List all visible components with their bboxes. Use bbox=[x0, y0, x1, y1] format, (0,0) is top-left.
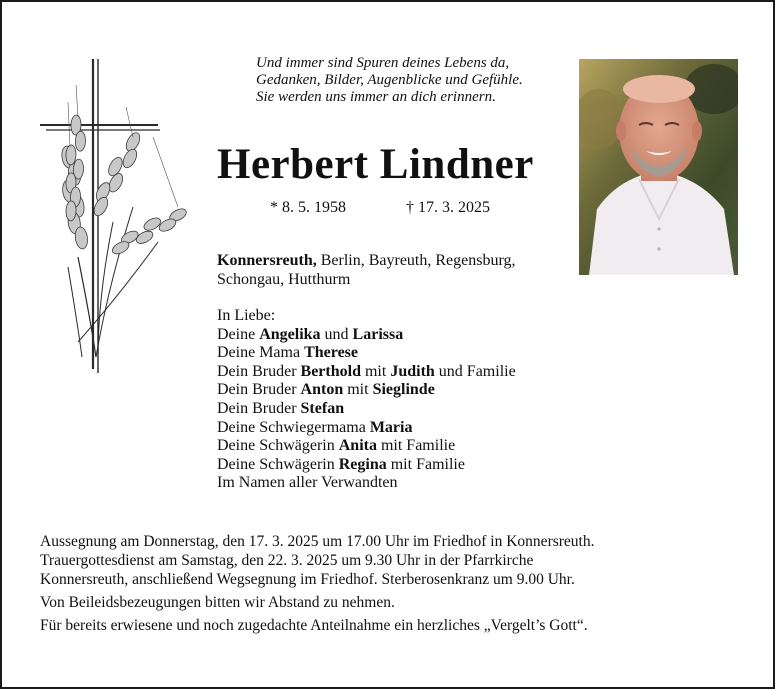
mourner-text: Deine Schwiegermama bbox=[217, 418, 370, 436]
mourner-text: und bbox=[320, 325, 353, 343]
mourner-name: Berthold bbox=[300, 362, 361, 380]
mourner-row bbox=[217, 419, 577, 438]
mourner-text: mit bbox=[343, 381, 373, 399]
memorial-poem bbox=[256, 55, 576, 106]
mourner-name: Anton bbox=[300, 381, 344, 399]
mourner-text: Dein Bruder bbox=[217, 381, 301, 399]
mourner-text: Deine Schwägerin bbox=[217, 455, 339, 473]
mourner-name: Anita bbox=[338, 437, 377, 455]
mourner-row bbox=[217, 344, 577, 363]
mourner-row bbox=[217, 437, 577, 456]
birth-date: * 8. 5. 1958 bbox=[270, 199, 346, 216]
mourner-text: Dein Bruder bbox=[217, 362, 301, 380]
condolences-note: Von Beileidsbezeugungen bitten wir Abstand zu nehmen. bbox=[40, 594, 395, 611]
poem-line: Und immer sind Spuren deines Lebens da, bbox=[256, 55, 510, 71]
mourner-name: Sieglinde bbox=[372, 381, 435, 399]
info-line: Trauergottesdienst am Samstag, den 22. 3. 2025 um 9.30 Uhr in der Pfarrkirche bbox=[40, 552, 534, 569]
mourner-name: Larissa bbox=[352, 325, 404, 343]
mourner-text: und Familie bbox=[434, 362, 516, 380]
mourner-row bbox=[217, 400, 577, 419]
mourner-text: Im Namen aller Verwandten bbox=[217, 474, 398, 492]
mourner-text: Deine Mama bbox=[217, 344, 305, 362]
mourner-text: mit bbox=[360, 362, 391, 380]
info-line: Aussegnung am Donnerstag, den 17. 3. 2025 um 17.00 Uhr im Friedhof in Konnersreuth. bbox=[40, 533, 595, 550]
mourner-name: Maria bbox=[369, 418, 413, 436]
portrait-photo bbox=[579, 59, 738, 275]
mourner-name: Stefan bbox=[300, 399, 345, 417]
mourner-name: Therese bbox=[304, 344, 358, 362]
mourner-row bbox=[217, 363, 577, 382]
mourner-text: Deine Schwägerin bbox=[217, 437, 339, 455]
mourner-row bbox=[217, 381, 577, 400]
main-place: Konnersreuth, bbox=[217, 252, 317, 269]
mourner-text: Deine bbox=[217, 325, 260, 343]
mourner-row bbox=[217, 456, 577, 475]
info-line: Konnersreuth, anschließend Wegsegnung im Friedhof. Sterberosenkranz um 9.00 Uhr. bbox=[40, 571, 575, 588]
mourner-row bbox=[217, 326, 577, 345]
cross-wheat-icon bbox=[38, 57, 188, 377]
places-list bbox=[217, 251, 557, 289]
deceased-name: Herbert Lindner bbox=[217, 141, 534, 188]
mourner-row bbox=[217, 474, 577, 493]
death-date: † 17. 3. 2025 bbox=[406, 199, 490, 216]
thanks-note: Für bereits erwiesene und noch zugedachte Anteilnahme ein herzliches „Vergelt’s Gott“. bbox=[40, 617, 588, 634]
mourner-name: Angelika bbox=[259, 325, 321, 343]
other-places: Berlin, Bayreuth, Regensburg, Schongau, Hutthurm bbox=[217, 252, 516, 288]
mourner-text: Dein Bruder bbox=[217, 399, 301, 417]
mourner-name: Judith bbox=[390, 362, 435, 380]
mourner-name: Regina bbox=[338, 455, 387, 473]
mourners-intro: In Liebe: bbox=[217, 307, 276, 324]
poem-line: Gedanken, Bilder, Augenblicke und Gefühle. bbox=[256, 72, 523, 88]
mourner-text: mit Familie bbox=[386, 455, 465, 473]
service-info bbox=[40, 532, 740, 635]
mourners-list bbox=[217, 307, 577, 493]
mourner-text: mit Familie bbox=[376, 437, 456, 455]
poem-line: Sie werden uns immer an dich erinnern. bbox=[256, 89, 496, 105]
